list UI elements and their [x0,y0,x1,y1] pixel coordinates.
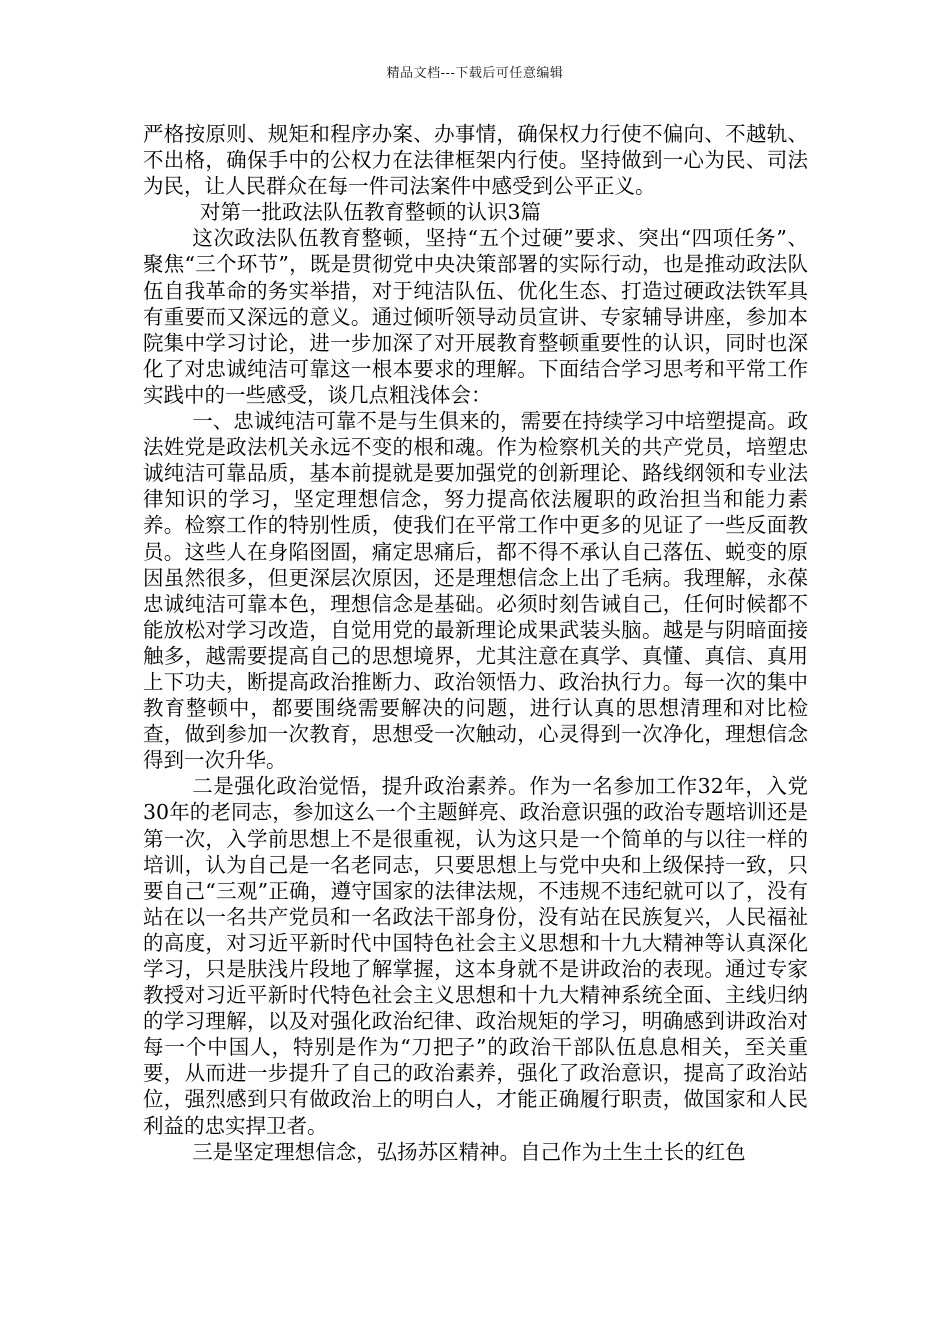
section-title: 对第一批政法队伍教育整顿的认识3篇 [200,200,542,225]
paragraph-point-two: 二是强化政治觉悟，提升政治素养。作为一名参加工作32年，入党30年的老同志，参加这么一个主题鲜亮、政治意识强的政治专题培训还是第一次，入学前思想上不是很重视，认为这只是一个简单的与以往一样的培训，认为自己是一名老同志，只要思想上与党中央和上级保持一致，只要自己“三观”正确，遵守国家的法律法规，不违规不违纪就可以了，没有站在以一名共产党员和一名政法干部身份，没有站在民族复兴，人民福祉的高度，对习近平新时代中国特色社会主义思想和十九大精神等认真深化学习，只是肤浅片段地了解掌握，这本身就不是讲政治的表现。通过专家教授对习近平新时代特色社会主义思想和十九大精神系统全面、主线归纳的学习理解，以及对强化政治纪律、政治规矩的学习，明确感到讲政治对每一个中国人，特别是作为“刀把子”的政治干部队伍息息相关，至关重要，从而进一步提升了自己的政治素养，强化了政治意识，提高了政治站位，强烈感到只有做政治上的明白人，才能正确履行职责，做国家和人民利益的忠实捍卫者。 [143,774,808,1138]
document-body [143,121,808,1165]
paragraph-point-three: 三是坚定理想信念，弘扬苏区精神。自己作为土生土长的红色 [192,1139,746,1164]
paragraph-point-one: 一、忠诚纯洁可靠不是与生俱来的，需要在持续学习中培塑提高。政法姓党是政法机关永远不变的根和魂。作为检察机关的共产党员，培塑忠诚纯洁可靠品质，基本前提就是要加强党的创新理论、路线纲领和专业法律知识的学习，坚定理想信念，努力提高依法履职的政治担当和能力素养。检察工作的特别性质，使我们在平常工作中更多的见证了一些反面教员。这些人在身陷囹圄，痛定思痛后，都不得不承认自己落伍、蜕变的原因虽然很多，但更深层次原因，还是理想信念上出了毛病。我理解，永葆忠诚纯洁可靠本色，理想信念是基础。必须时刻告诫自己，任何时候都不能放松对学习改造，自觉用党的最新理论成果武装头脑。越是与阴暗面接触多，越需要提高自己的思想境界，尤其注意在真学、真懂、真信、真用上下功夫，断提高政治推断力、政治领悟力、政治执行力。每一次的集中教育整顿中，都要围绕需要解决的问题，进行认真的思想清理和对比检查，做到参加一次教育，思想受一次触动，心灵得到一次净化，理想信念得到一次升华。 [143,409,808,773]
paragraph-continuation: 严格按原则、规矩和程序办案、办事情，确保权力行使不偏向、不越轨、不出格，确保手中的公权力在法律框架内行使。坚持做到一心为民、司法为民，让人民群众在每一件司法案件中感受到公平正义。 [143,122,808,199]
paragraph-intro: 这次政法队伍教育整顿，坚持“五个过硬”要求、突出“四项任务”、聚焦“三个环节”，既是贯彻党中央决策部署的实际行动，也是推动政法队伍自我革命的务实举措，对于纯洁队伍、优化生态、打造过硬政法铁军具有重要而又深远的意义。通过倾听领导动员宣讲、专家辅导讲座，参加本院集中学习讨论，进一步加深了对开展教育整顿重要性的认识，同时也深化了对忠诚纯洁可靠这一根本要求的理解。下面结合学习思考和平常工作实践中的一些感受，谈几点粗浅体会： [143,226,808,407]
page-header: 精品文档---下载后可任意编辑 [386,66,564,81]
